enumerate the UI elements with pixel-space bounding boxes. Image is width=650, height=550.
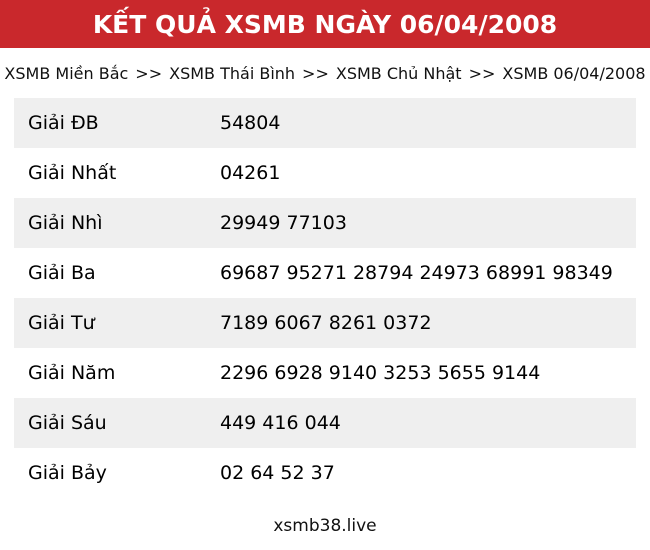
prize-numbers: 69687 95271 28794 24973 68991 98349 [220, 262, 613, 284]
prize-numbers: 2296 6928 9140 3253 5655 9144 [220, 362, 541, 384]
page-title: KẾT QUẢ XSMB NGÀY 06/04/2008 [92, 9, 558, 39]
breadcrumb-item[interactable]: XSMB Thái Bình [169, 63, 296, 83]
prize-numbers: 02 64 52 37 [220, 462, 335, 484]
results-table [14, 98, 636, 498]
prize-label: Giải Tư [28, 312, 95, 334]
site-name: xsmb38.live [273, 516, 377, 536]
breadcrumb-item[interactable]: XSMB Miền Bắc [4, 63, 129, 83]
prize-label: Giải Bảy [28, 462, 107, 484]
prize-label: Giải Năm [28, 362, 116, 384]
prize-label: Giải Ba [28, 262, 96, 284]
breadcrumb [0, 48, 650, 98]
page-footer [0, 498, 650, 536]
prize-numbers: 449 416 044 [220, 412, 341, 434]
table-row [14, 298, 636, 348]
table-row [14, 248, 636, 298]
prize-label: Giải Nhất [28, 162, 117, 184]
prize-numbers: 04261 [220, 162, 281, 184]
table-row [14, 98, 636, 148]
prize-label: Giải ĐB [28, 112, 99, 134]
table-row [14, 348, 636, 398]
breadcrumb-item[interactable]: XSMB Chủ Nhật [335, 63, 462, 83]
breadcrumb-item[interactable]: XSMB 06/04/2008 [502, 63, 646, 83]
table-row [14, 398, 636, 448]
table-row [14, 198, 636, 248]
prize-label: Giải Sáu [28, 412, 107, 434]
prize-numbers: 29949 77103 [220, 212, 347, 234]
breadcrumb-separator: >> [468, 63, 496, 83]
table-row [14, 148, 636, 198]
table-row [14, 448, 636, 498]
prize-label: Giải Nhì [28, 212, 103, 234]
breadcrumb-separator: >> [302, 63, 329, 83]
page-header [0, 0, 650, 48]
prize-numbers: 54804 [220, 112, 281, 134]
breadcrumb-separator: >> [135, 63, 163, 83]
prize-numbers: 7189 6067 8261 0372 [220, 312, 432, 334]
